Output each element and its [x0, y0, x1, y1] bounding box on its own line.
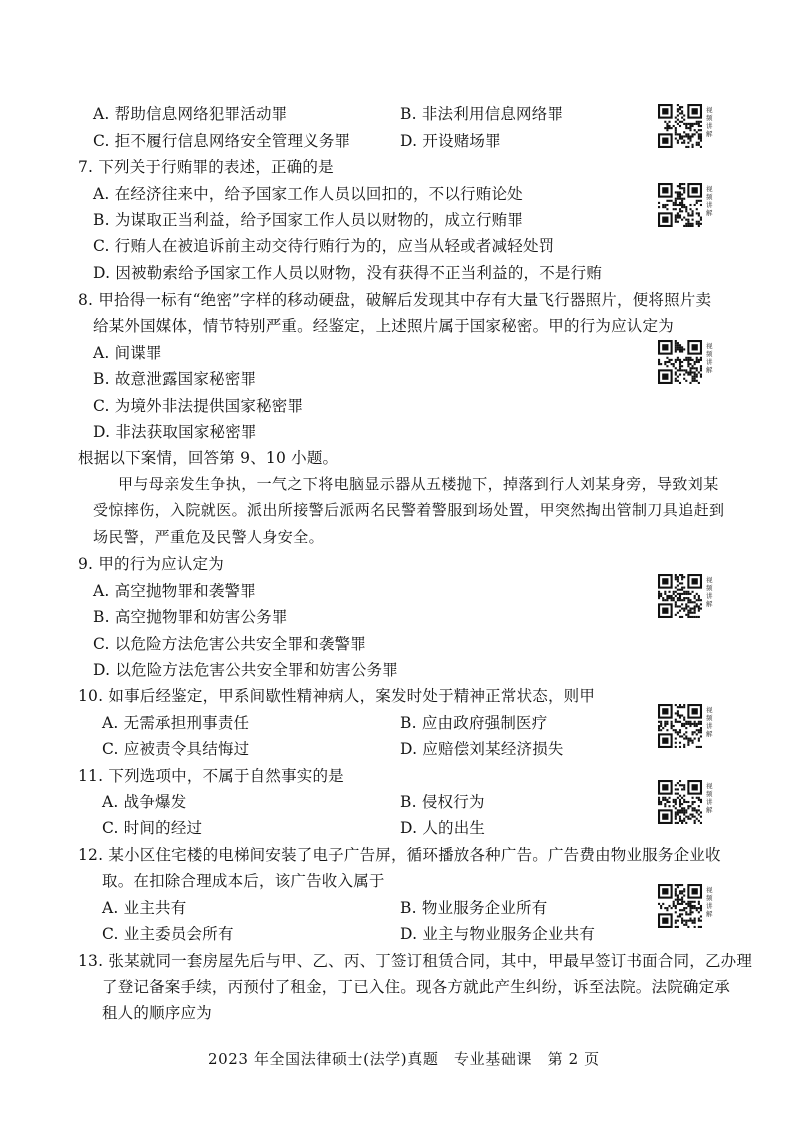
q10-option-a: A. 无需承担刑事责任: [102, 714, 250, 732]
q6-option-d: D. 开设赌场罪: [400, 132, 501, 150]
q10-option-c: C. 应被责令具结悔过: [102, 740, 250, 758]
q6-option-a: A. 帮助信息网络犯罪活动罪: [93, 105, 288, 123]
q10-stem: 10. 如事后经鉴定，甲系间歇性精神病人，案发时处于精神正常状态，则甲: [78, 687, 596, 705]
qr-code-icon: [658, 780, 702, 824]
qr-code-icon: [658, 574, 702, 618]
qr-code-icon: [658, 340, 702, 384]
case-intro: 根据以下案情，回答第 9、10 小题。: [78, 449, 339, 467]
q11-stem: 11. 下列选项中，不属于自然事实的是: [78, 767, 344, 785]
q9-option-a: A. 高空抛物罪和袭警罪: [93, 582, 256, 600]
q11-option-a: A. 战争爆发: [102, 793, 187, 811]
qr-code-icon: [658, 704, 702, 748]
qr-code-icon: [658, 104, 702, 148]
q12-option-b: B. 物业服务企业所有: [400, 899, 548, 917]
qr-code-icon: [658, 884, 702, 928]
q13-stem-line3: 租人的顺序应为: [102, 1004, 212, 1022]
q10-option-b: B. 应由政府强制医疗: [400, 714, 548, 732]
qr-label: 视频讲解: [706, 576, 713, 608]
q6-option-c: C. 拒不履行信息网络安全管理义务罪: [93, 132, 351, 150]
q7-option-a: A. 在经济往来中，给予国家工作人员以回扣的，不以行贿论处: [93, 185, 523, 203]
case-text-line3: 场民警，严重危及民警人身安全。: [93, 530, 325, 546]
q7-option-d: D. 因被勒索给予国家工作人员以财物，没有获得不正当利益的，不是行贿: [93, 264, 603, 282]
q12-option-c: C. 业主委员会所有: [102, 925, 234, 943]
q8-stem-line1: 8. 甲拾得一标有“绝密”字样的移动硬盘，破解后发现其中存有大量飞行器照片，便将照片卖: [78, 291, 712, 309]
q9-option-b: B. 高空抛物罪和妨害公务罪: [93, 608, 288, 626]
qr-label: 视频讲解: [706, 106, 713, 138]
q9-option-d: D. 以危险方法危害公共安全罪和妨害公务罪: [93, 661, 398, 679]
q12-stem-line2: 取。在扣除合理成本后，该广告收入属于: [102, 872, 385, 890]
q8-option-d: D. 非法获取国家秘密罪: [93, 423, 257, 441]
qr-code-icon: [658, 183, 702, 227]
q11-option-d: D. 人的出生: [400, 819, 486, 837]
q9-stem: 9. 甲的行为应认定为: [78, 555, 224, 573]
qr-label: 视频讲解: [706, 886, 713, 918]
q7-option-c: C. 行贿人在被追诉前主动交待行贿行为的，应当从轻或者减轻处罚: [93, 237, 555, 255]
q12-option-a: A. 业主共有: [102, 899, 187, 917]
q13-stem-line2: 了登记备案手续，丙预付了租金，丁已入住。现各方就此产生纠纷，诉至法院。法院确定承: [102, 978, 731, 996]
q10-option-d: D. 应赔偿刘某经济损失: [400, 740, 564, 758]
q7-stem: 7. 下列关于行贿罪的表述，正确的是: [78, 158, 334, 176]
q8-stem-line2: 给某外国媒体，情节特别严重。经鉴定，上述照片属于国家秘密。甲的行为应认定为: [93, 317, 674, 335]
case-text-line1: 甲与母亲发生争执，一气之下将电脑显示器从五楼抛下，掉落到行人刘某身旁，导致刘某: [118, 477, 719, 493]
qr-label: 视频讲解: [706, 782, 713, 814]
q8-option-a: A. 间谍罪: [93, 344, 162, 362]
qr-label: 视频讲解: [706, 342, 713, 374]
q12-stem-line1: 12. 某小区住宅楼的电梯间安装了电子广告屏，循环播放各种广告。广告费由物业服务企业收: [78, 846, 721, 864]
q6-option-b: B. 非法利用信息网络罪: [400, 105, 564, 123]
q11-option-b: B. 侵权行为: [400, 793, 485, 811]
q12-option-d: D. 业主与物业服务企业共有: [400, 925, 596, 943]
case-text-line2: 受惊摔伤，入院就医。派出所接警后派两名民警着警服到场处置，甲突然掏出管制刀具追赶到: [93, 503, 725, 519]
q8-option-b: B. 故意泄露国家秘密罪: [93, 370, 257, 388]
q9-option-c: C. 以危险方法危害公共安全罪和袭警罪: [93, 635, 366, 653]
q13-stem-line1: 13. 张某就同一套房屋先后与甲、乙、丙、丁签订租赁合同，其中，甲最早签订书面合同，乙办理: [78, 952, 753, 970]
q8-option-c: C. 为境外非法提供国家秘密罪: [93, 397, 304, 415]
qr-label: 视频讲解: [706, 185, 713, 217]
q11-option-c: C. 时间的经过: [102, 819, 203, 837]
qr-label: 视频讲解: [706, 706, 713, 738]
q7-option-b: B. 为谋取正当利益，给予国家工作人员以财物的，成立行贿罪: [93, 211, 524, 229]
page-footer: 2023 年全国法律硕士(法学)真题 专业基础课 第 2 页: [208, 1050, 600, 1068]
